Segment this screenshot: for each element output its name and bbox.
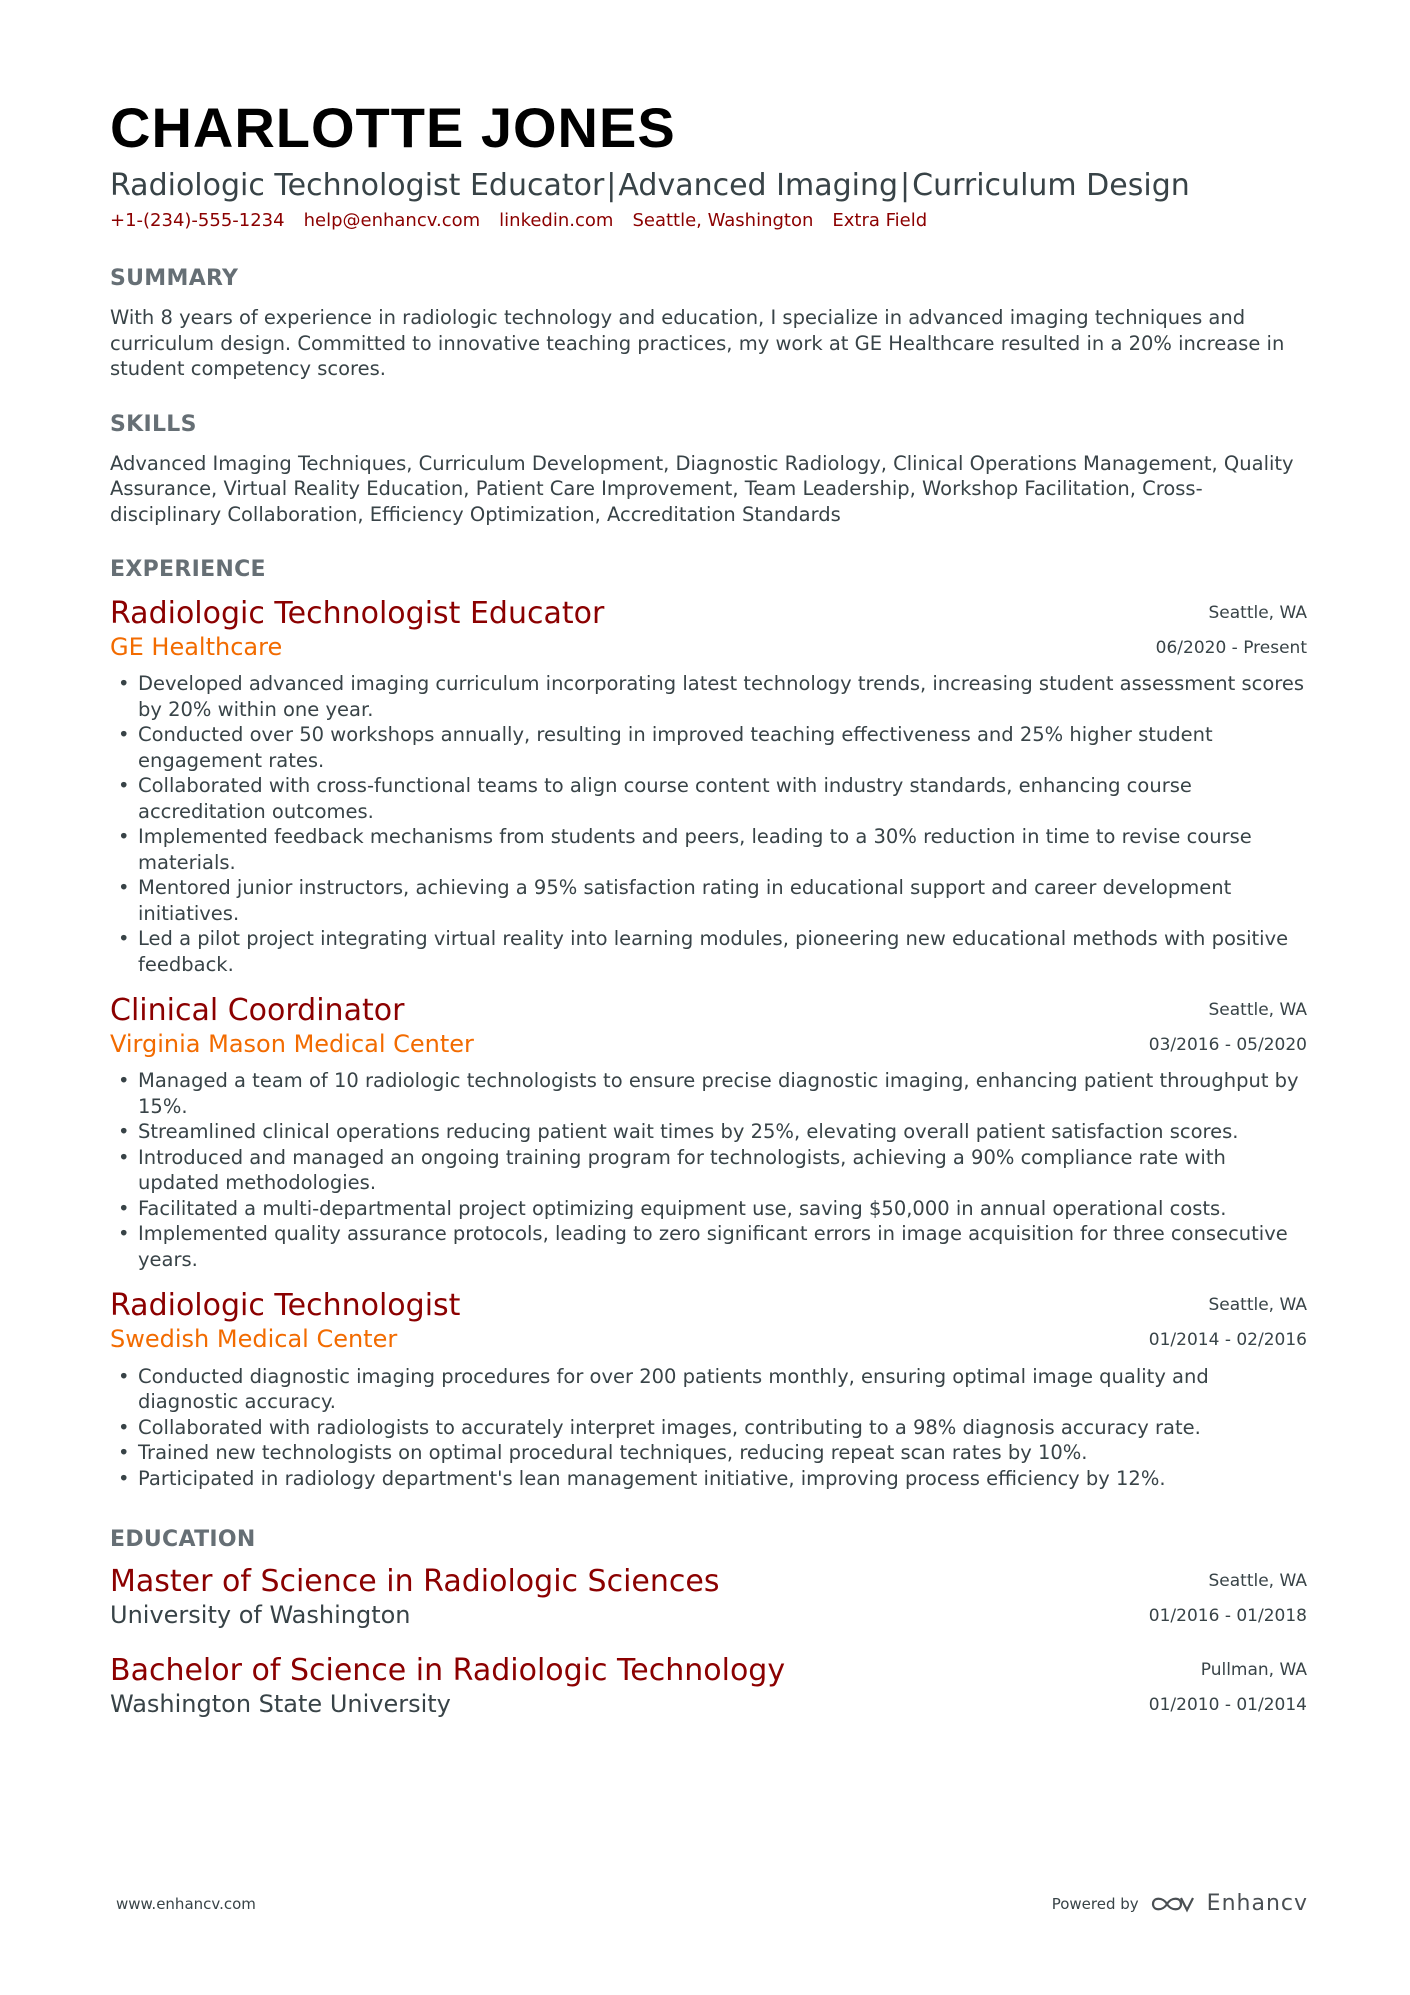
bullet-icon: • [118,876,130,900]
degree-title: Master of Science in Radiologic Sciences [110,1564,720,1600]
contact-bar [110,210,1307,231]
job-title: Radiologic Technologist Educator [110,596,605,631]
bullet-icon: • [118,1069,130,1093]
bullet-icon: • [118,1441,130,1465]
bullet-icon: • [118,1364,130,1388]
summary-section [110,266,1307,382]
job-bullets [110,1068,1307,1272]
bullet-item: • Streamlined clinical operations reducing patient wait times by 25%, elevating overall patient satisfaction scores. [118,1120,1239,1144]
experience-entry [110,1288,1307,1491]
bullet-item: • Implemented quality assurance protocols, leading to zero significant errors in image acquisition for three consecutive years. [118,1222,1288,1271]
education-heading: EDUCATION [110,1527,256,1553]
experience-heading: EXPERIENCE [110,557,266,582]
job-title: Radiologic Technologist [110,1288,461,1324]
job-company: Virginia Mason Medical Center [110,1030,474,1059]
contact-location: Seattle, Washington [632,210,814,231]
headline [110,168,1307,204]
bullet-icon: • [118,723,130,747]
education-entry [110,1564,1307,1631]
bullet-item: • Trained new technologists on optimal procedural techniques, reducing repeat scan rates by 10%. [118,1441,1088,1465]
bullet-item: • Introduced and managed an ongoing training program for technologists, achieving a 90% compliance rate with updated methodologies. [118,1145,1226,1195]
education-meta [1149,1564,1307,1634]
bullet-item: • Managed a team of 10 radiologic technologists to ensure precise diagnostic imaging, enhancing patient throughput by 15%. [118,1069,1299,1118]
skills-heading: SKILLS [110,411,197,437]
enhancv-logo-icon [1149,1892,1197,1916]
summary-heading: SUMMARY [110,266,239,291]
skills-section [110,412,1307,528]
education-location: Seattle, WA [1208,1571,1307,1592]
degree-title: Bachelor of Science in Radiologic Technology [110,1653,786,1689]
job-bullets [110,1364,1307,1492]
bullet-icon: • [118,1415,130,1439]
bullet-item: • Participated in radiology department's lean management initiative, improving process efficiency by 12%. [118,1466,1166,1490]
education-dates: 01/2016 - 01/2018 [1148,1606,1307,1627]
job-dates: 03/2016 - 05/2020 [1148,1035,1307,1056]
bullet-icon: • [118,927,130,951]
bullet-icon: • [118,774,130,798]
bullet-icon: • [118,1145,130,1169]
job-meta [1156,596,1307,666]
bullet-item: • Conducted over 50 workshops annually, resulting in improved teaching effectiveness and 25% higher student engagement rates. [118,723,1213,772]
job-title: Clinical Coordinator [110,993,405,1029]
school-name: University of Washington [110,1601,411,1630]
bullet-icon: • [118,825,130,849]
headline-separator: | [606,168,617,203]
bullet-item: • Implemented feedback mechanisms from students and peers, leading to a 30% reduction in time to revise course materials. [118,825,1252,874]
job-location: Seattle, WA [1208,1000,1307,1021]
bullet-item: • Developed advanced imaging curriculum incorporating latest technology trends, increasing student assessment scores by 20% within one year. [118,672,1305,721]
job-meta [1149,1288,1307,1358]
powered-by-label: Powered by [1051,1894,1139,1913]
contact-extra-field: Extra Field [832,210,928,231]
experience-entry [110,993,1307,1272]
footer-brand: Enhancv [1206,1891,1308,1916]
headline-role: Radiologic Technologist Educator [110,168,605,203]
job-meta [1149,993,1307,1063]
education-meta [1149,1653,1307,1723]
bullet-icon: • [118,1222,130,1246]
summary-text: With 8 years of experience in radiologic technology and education, I specialize in advanced imaging techniques and curriculum design. Committed to innovative teaching practices, my work at GE Healthcare resulted in a 20% increase in student competency scores. [110,306,1285,380]
candidate-name: CHARLOTTE JONES [110,96,676,159]
job-dates: 06/2020 - Present [1155,638,1307,658]
bullet-icon: • [118,1466,130,1490]
experience-entry [110,596,1307,977]
headline-focus: Advanced Imaging [618,168,899,203]
bullet-icon: • [118,1196,130,1220]
bullet-item: • Mentored junior instructors, achieving a 95% satisfaction rating in educational support and career development initiatives. [118,876,1232,925]
powered-by [1052,1891,1308,1916]
job-location: Seattle, WA [1208,603,1307,623]
education-location: Pullman, WA [1200,1660,1307,1681]
education-section [110,1527,1307,1720]
school-name: Washington State University [110,1690,451,1719]
job-company: Swedish Medical Center [110,1325,398,1354]
bullet-item: • Facilitated a multi-departmental project optimizing equipment use, saving $50,000 in annual operational costs. [118,1196,1227,1220]
headline-separator: | [900,168,911,203]
contact-phone[interactable]: +1-(234)-555-1234 [110,210,285,231]
education-dates: 01/2010 - 01/2014 [1148,1695,1307,1716]
bullet-icon: • [118,1120,130,1144]
job-bullets [110,671,1307,977]
job-company: GE Healthcare [110,633,283,661]
resume-page [110,96,1307,1720]
experience-section [110,557,1307,1491]
job-location: Seattle, WA [1208,1295,1307,1316]
skills-text: Advanced Imaging Techniques, Curriculum Development, Diagnostic Radiology, Clinical Operations Management, Quality Assurance, Virtual Reality Education, Patient Care Improvement, Team Leadership, Workshop Facilitation, Cross-disciplinary Collaboration, Efficiency Optimization, Accreditation Standards [110,451,1294,526]
footer-site-link[interactable]: www.enhancv.com [116,1895,256,1913]
contact-email[interactable]: help@enhancv.com [303,210,481,231]
headline-skill: Curriculum Design [912,168,1190,203]
bullet-item: • Collaborated with cross-functional teams to align course content with industry standards, enhancing course accreditation outcomes. [118,774,1192,823]
contact-linkedin[interactable]: linkedin.com [499,210,614,231]
bullet-item: • Collaborated with radiologists to accurately interpret images, contributing to a 98% diagnosis accuracy rate. [118,1415,1201,1439]
education-entry [110,1653,1307,1720]
bullet-icon: • [118,672,130,696]
job-dates: 01/2014 - 02/2016 [1148,1330,1307,1351]
bullet-item: • Conducted diagnostic imaging procedures for over 200 patients monthly, ensuring optimal image quality and diagnostic accuracy. [118,1364,1209,1414]
bullet-item: • Led a pilot project integrating virtual reality into learning modules, pioneering new educational methods with positive feedback. [118,927,1289,976]
